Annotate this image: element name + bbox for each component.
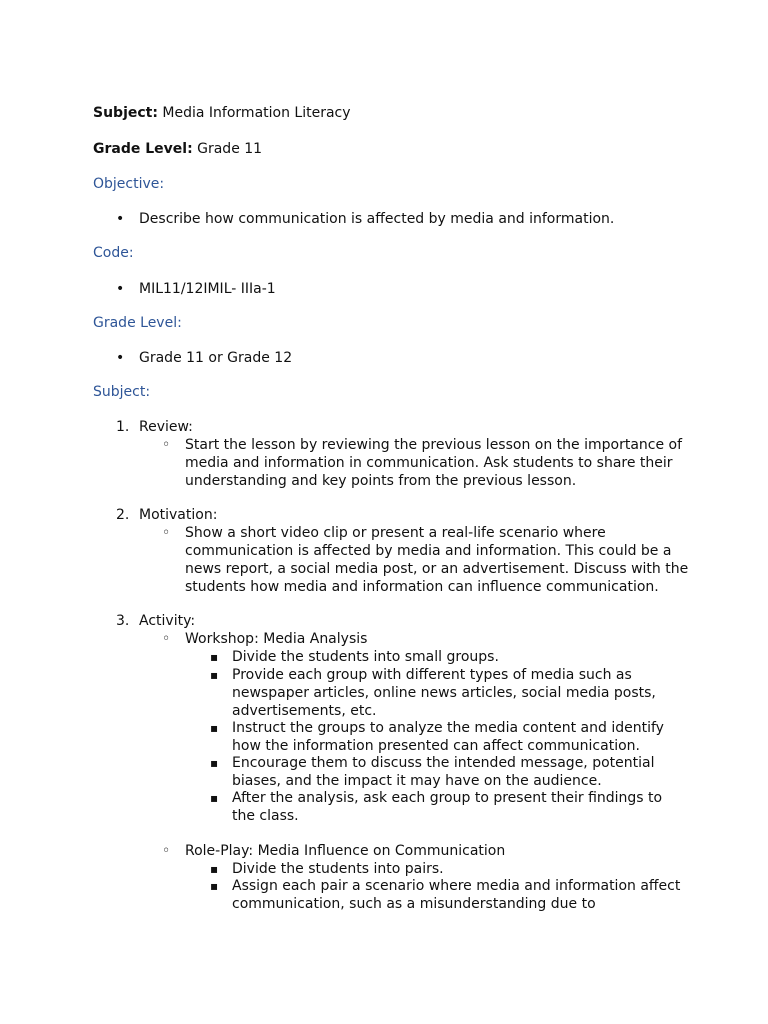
bullet-icon [116,210,124,228]
bullet-icon [116,280,124,298]
review-text-line: Start the lesson by reviewing the previous lesson on the importance of [185,437,683,453]
grade-label: Grade Level: [93,141,193,157]
bullet-icon [116,349,124,367]
subject-value: Media Information Literacy [162,105,351,121]
workshop-item-line: Provide each group with different types of media such as [232,667,632,683]
step-number: 2. [116,507,130,523]
workshop-item-line: biases, and the impact it may have on the audience. [232,773,602,789]
motivation-text-line: communication is affected by media and information. This could be a [185,543,672,559]
square-bullet-icon [210,648,218,666]
workshop-item-line: Divide the students into small groups. [232,649,499,665]
workshop-title: Workshop: Media Analysis [185,631,368,647]
subject-label: Subject: [93,105,158,121]
circle-bullet-icon [162,524,170,542]
workshop-item-line: newspaper articles, online news articles, social media posts, [232,685,656,701]
grade-section-item: Grade 11 or Grade 12 [139,350,293,366]
workshop-item-line: Encourage them to discuss the intended message, potential [232,755,655,771]
workshop-item-line: After the analysis, ask each group to present their findings to [232,790,663,806]
code-item: MIL11/12IMIL- IIIa-1 [139,281,276,297]
subject-line [93,104,351,122]
step-title-motivation: Motivation: [139,507,218,523]
workshop-item-line: Instruct the groups to analyze the media content and identify [232,720,664,736]
circle-bullet-icon [162,630,170,648]
roleplay-item-line: Assign each pair a scenario where media and information affect [232,878,681,894]
step-number: 1. [116,419,130,435]
review-text-line: understanding and key points from the previous lesson. [185,473,577,489]
grade-line [93,140,262,158]
grade-section-heading: Grade Level: [93,315,182,331]
objective-item: Describe how communication is affected by media and information. [139,211,615,227]
square-bullet-icon [210,789,218,807]
roleplay-item-line: Divide the students into pairs. [232,861,444,877]
subject-section-heading: Subject: [93,384,151,400]
square-bullet-icon [210,754,218,772]
motivation-text-line: students how media and information can influence communication. [185,579,659,595]
workshop-item-line: the class. [232,808,299,824]
motivation-text-line: Show a short video clip or present a real-life scenario where [185,525,606,541]
motivation-text-line: news report, a social media post, or an advertisement. Discuss with the [185,561,689,577]
square-bullet-icon [210,719,218,737]
step-title-activity: Activity: [139,613,196,629]
step-title-review: Review: [139,419,193,435]
grade-value: Grade 11 [197,141,263,157]
circle-bullet-icon [162,436,170,454]
workshop-item-line: how the information presented can affect communication. [232,738,640,754]
workshop-item-line: advertisements, etc. [232,703,377,719]
step-number: 3. [116,613,130,629]
review-text-line: media and information in communication. Ask students to share their [185,455,673,471]
square-bullet-icon [210,860,218,878]
roleplay-title: Role-Play: Media Influence on Communication [185,843,506,859]
square-bullet-icon [210,666,218,684]
square-bullet-icon [210,877,218,895]
roleplay-item-line: communication, such as a misunderstanding due to [232,896,596,912]
circle-bullet-icon [162,842,170,860]
code-heading: Code: [93,245,134,261]
objective-heading: Objective: [93,176,165,192]
